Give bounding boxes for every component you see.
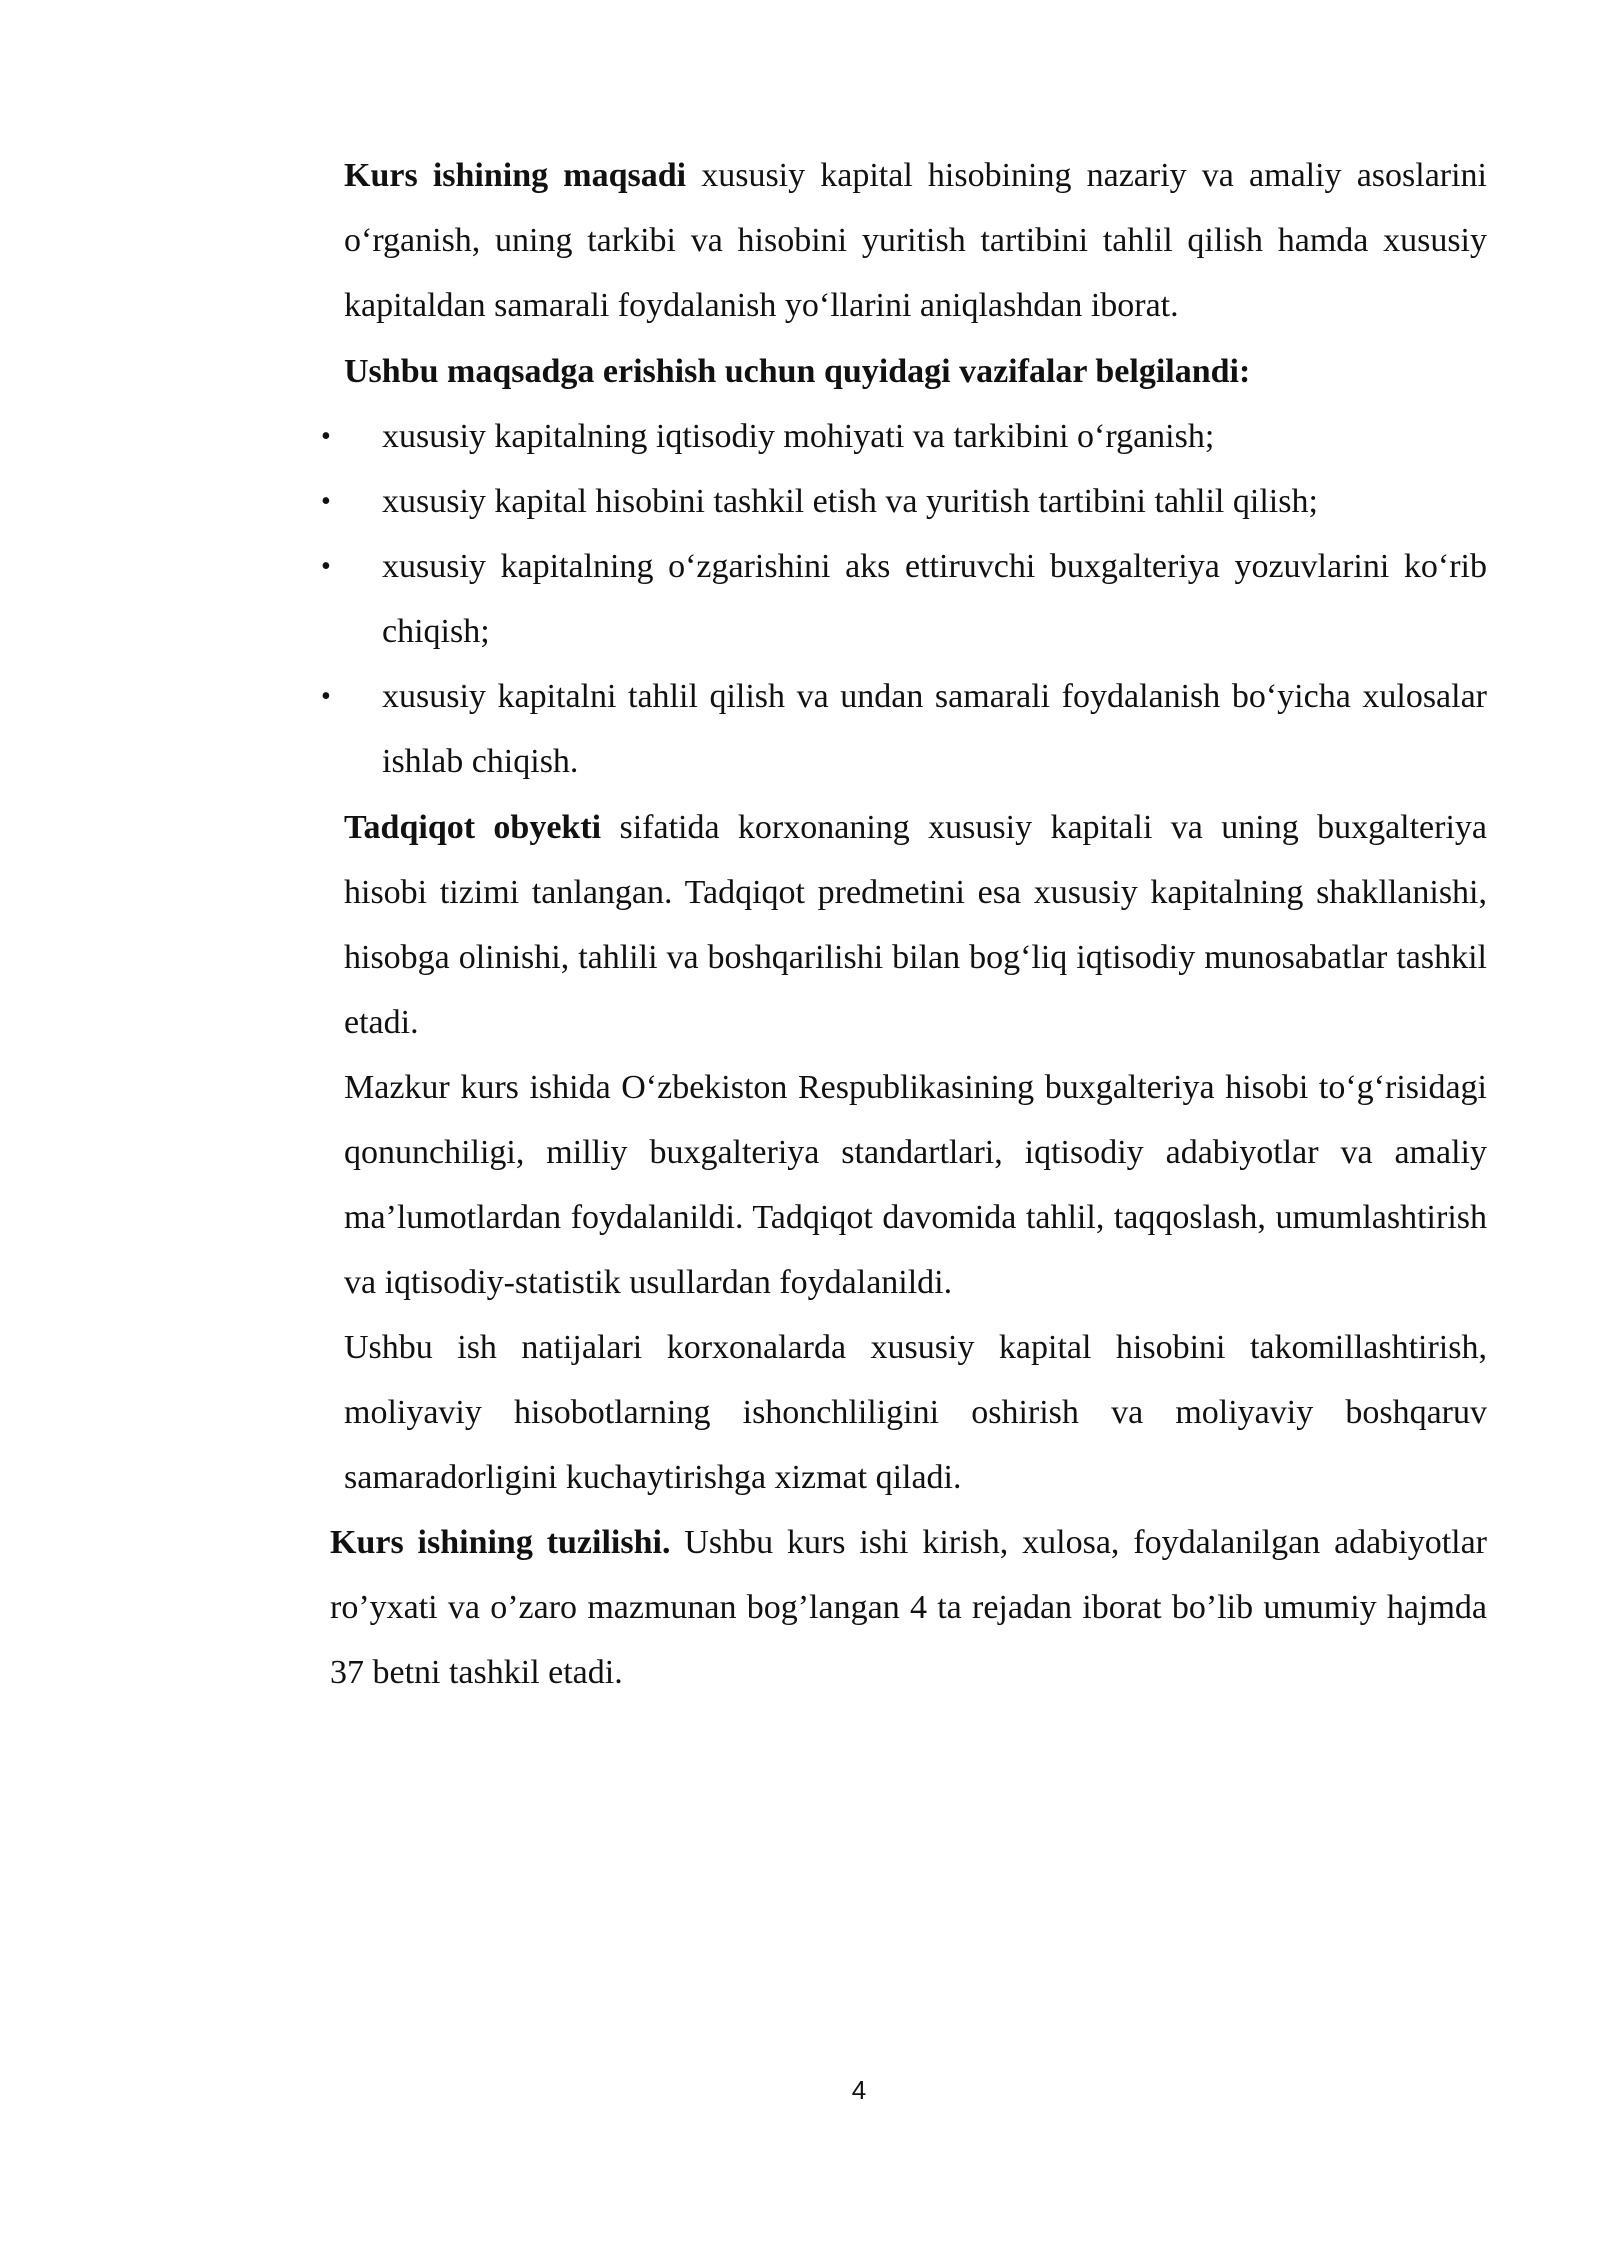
object-text: sifatida korxonaning xususiy kapitali va uning buxgalteriya hisobi tizimi tanlangan. Tadqiqot predmetini esa xususiy kapitalning shakllanishi, hisobga olinishi, tahlili va boshqarilishi bilan bog‘liq iqtisodiy munosabatlar tashkil etadi. [344,809,1488,1041]
bullet-icon: • [321,486,331,517]
object-label: Tadqiqot obyekti [344,809,602,846]
task-item-text: xususiy kapitalning o‘zgarishini aks ettiruvchi buxgalteriya yozuvlarini ko‘rib chiqish; [382,548,1487,650]
structure-paragraph [230,1510,1487,1705]
task-item-2 [211,469,1487,534]
methods-paragraph [230,1055,1487,1315]
purpose-label: Kurs ishining maqsadi [344,157,687,194]
object-paragraph [230,795,1487,1055]
bullet-icon: • [321,681,331,712]
purpose-text: xususiy kapital hisobining nazariy va amaliy asoslarini o‘rganish, uning tarkibi va hisobini yuritish tartibini tahlil qilish hamda xususiy kapitaldan samarali foydalanish yo‘llarini aniqlashdan iborat. [344,157,1487,324]
task-item-text: xususiy kapitalni tahlil qilish va undan samarali foydalanish bo‘yicha xulosalar ishlab chiqish. [382,678,1487,780]
structure-label: Kurs ishining tuzilishi. [330,1524,671,1561]
results-text: Ushbu ish natijalari korxonalarda xususiy kapital hisobini takomillashtirish, moliyaviy hisobotlarning ishonchliligini oshirish va moliyaviy boshqaruv samaradorligini kuchaytirishga xizmat qiladi. [344,1329,1487,1496]
structure-text: Ushbu kurs ishi kirish, xulosa, foydalanilgan adabiyotlar ro’yxati va o’zaro mazmunan bog’langan 4 ta rejadan iborat bo’lib umumiy hajmda 37 betni tashkil etadi. [330,1524,1488,1691]
task-item-3 [211,534,1487,664]
methods-text: Mazkur kurs ishida O‘zbekiston Respublikasining buxgalteriya hisobi to‘g‘risidagi qonunchiligi, milliy buxgalteriya standartlari, iqtisodiy adabiyotlar va amaliy ma’lumotlardan foydalanildi. Tadqiqot davomida tahlil, taqqoslash, umumlashtirish va iqtisodiy-statistik usullardan foydalanildi. [344,1069,1487,1301]
results-paragraph [230,1315,1487,1510]
purpose-paragraph [230,143,1487,338]
task-item-text: xususiy kapitalning iqtisodiy mohiyati va tarkibini o‘rganish; [382,418,1215,455]
tasks-heading: Ushbu maqsadga erishish uchun quyidagi vazifalar belgilandi: [344,353,1251,390]
page-number: 4 [851,2075,867,2105]
task-item-4 [211,664,1487,794]
task-item-1 [211,404,1487,469]
bullet-icon: • [321,551,331,582]
bullet-icon: • [321,421,331,452]
task-item-text: xususiy kapital hisobini tashkil etish va yuritish tartibini tahlil qilish; [382,483,1318,520]
